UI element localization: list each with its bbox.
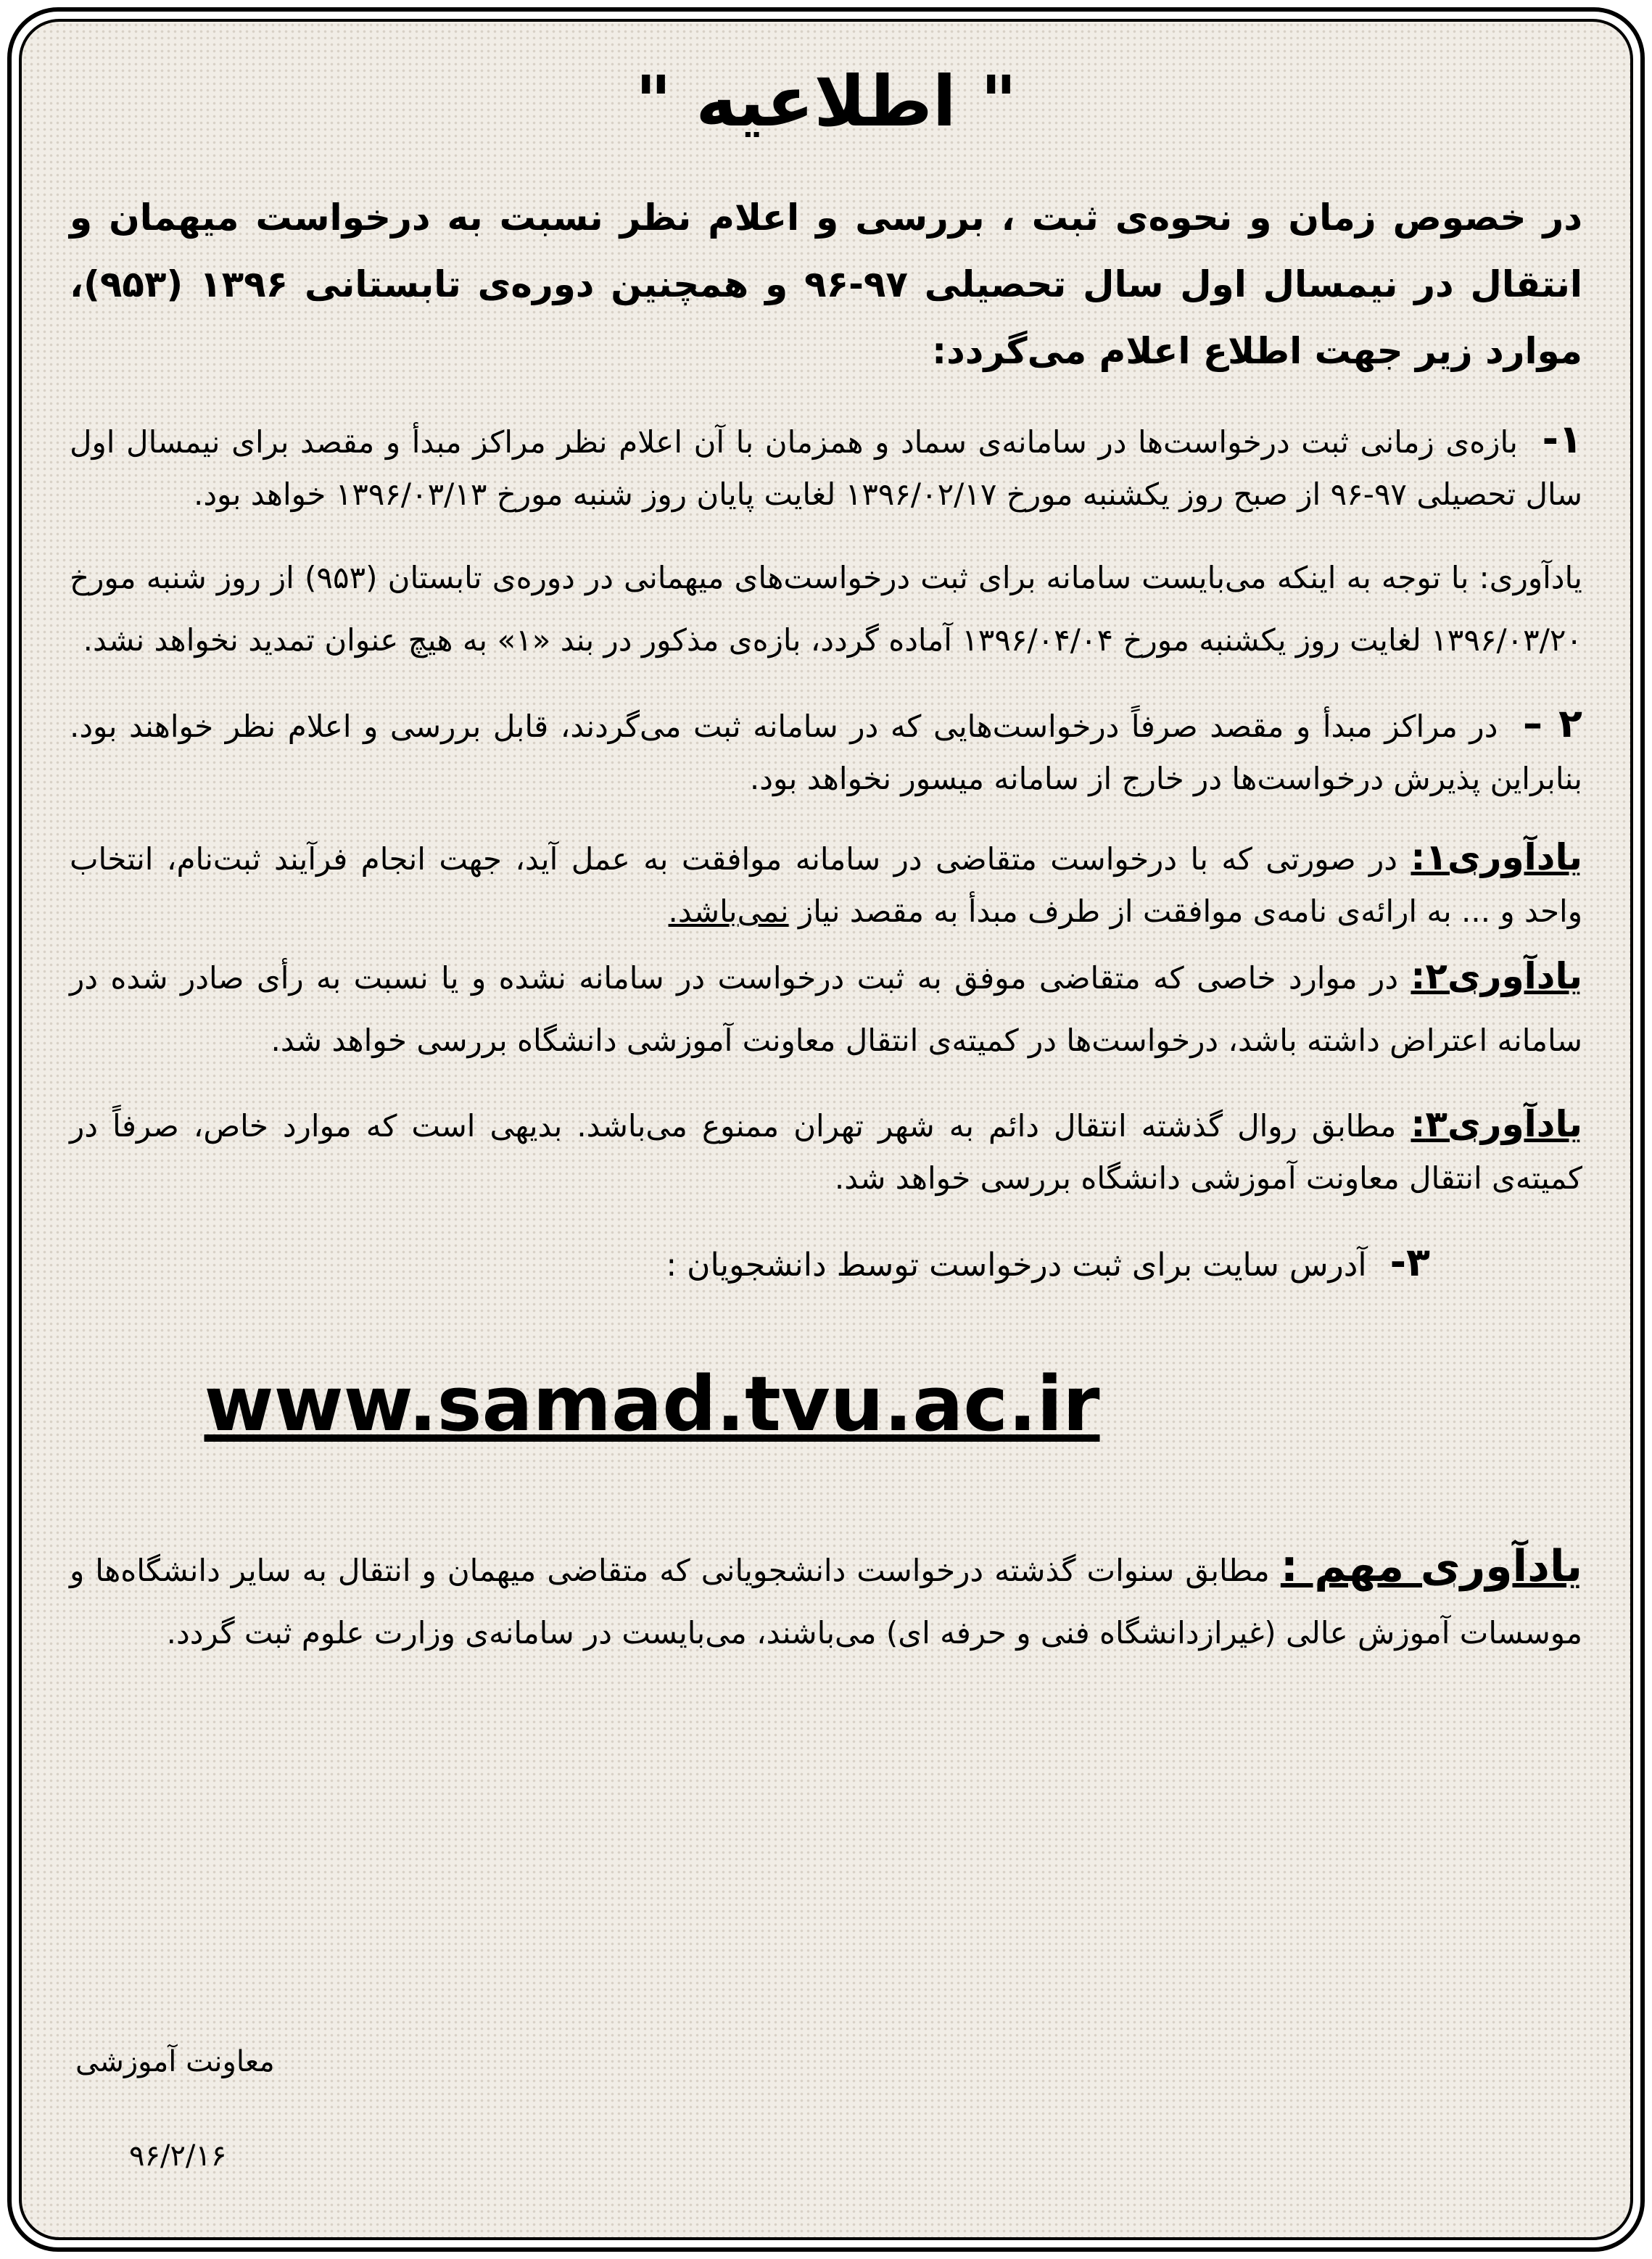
reminder-1 bbox=[70, 831, 1582, 938]
reminder-3-label: یادآوری۳: bbox=[1411, 1103, 1582, 1145]
reminder-1-emphasis: نمی‌باشد. bbox=[668, 893, 789, 929]
item-1-text: بازه‌ی زمانی ثبت درخواست‌ها در سامانه‌ی سماد و همزمان با آن اعلام نظر مراکز مبدأ و مقصد برای نیمسال اول سال تحصیلی ۹۷-۹۶ از صبح روز یکشنبه مورخ ۱۳۹۶/۰۲/۱۷ لغایت پایان روز شنبه مورخ ۱۳۹۶/۰۳/۱۳ خواهد بود. bbox=[70, 424, 1582, 512]
date: ۹۶/۲/۱۶ bbox=[129, 2139, 227, 2173]
important-label: یادآوری مهم : bbox=[1280, 1541, 1582, 1592]
reminder-2-label: یادآوری۲: bbox=[1411, 955, 1582, 997]
page-title: " اطلاعیه " bbox=[635, 61, 1017, 142]
reminder-3 bbox=[70, 1098, 1582, 1205]
item-2 bbox=[70, 698, 1582, 805]
intro-paragraph: در خصوص زمان و نحوه‌ی ثبت ، بررسی و اعلام نظر نسبت به درخواست میهمان و انتقال در نیمسال اول سال تحصیلی ۹۷-۹۶ و همچنین دوره‌ی تابستانی ۱۳۹۶ (۹۵۳)، موارد زیر جهت اطلاع اعلام می‌گردد: bbox=[70, 197, 1582, 372]
item-2-number: ۲ – bbox=[1523, 701, 1582, 746]
important-text: مطابق سنوات گذشته درخواست دانشجویانی که متقاضی میهمان و انتقال به سایر دانشگاه‌ها و موسسات آموزش عالی (غیرازدانشگاه فنی و حرفه ای) می‌باشند، می‌بایست در سامانه‌ی وزارت علوم ثبت گردد. bbox=[70, 1553, 1582, 1651]
reminder-3-text: مطابق روال گذشته انتقال دائم به شهر تهران ممنوع می‌باشد. بدیهی است که موارد خاص، صرفاً در کمیته‌ی انتقال معاونت آموزشی دانشگاه بررسی خواهد شد. bbox=[70, 1108, 1582, 1196]
important-reminder bbox=[70, 1535, 1582, 1664]
reminder-2-text: در موارد خاصی که متقاضی موفق به ثبت درخواست در سامانه نشده و یا نسبت به رأی صادر شده در سامانه اعتراض داشته باشد، درخواست‌ها در کمیته‌ی انتقال معاونت آموزشی دانشگاه بررسی خواهد شد. bbox=[70, 960, 1582, 1058]
reminder-1-text: در صورتی که با درخواست متقاضی در سامانه موافقت به عمل آید، جهت انجام فرآیند ثبت‌نام، انتخاب واحد و ... به ارائه‌ی نامه‌ی موافقت از طرف مبدأ به مقصد نیاز bbox=[70, 841, 1582, 929]
item-1-number: ۱- bbox=[1542, 416, 1582, 462]
item-3 bbox=[70, 1234, 1430, 1294]
item-3-text: آدرس سایت برای ثبت درخواست توسط دانشجویان : bbox=[666, 1247, 1367, 1284]
signature: معاونت آموزشی bbox=[75, 2045, 275, 2078]
item-1 bbox=[70, 413, 1582, 521]
item-3-number: ۳- bbox=[1389, 1239, 1430, 1285]
reminder-summer: یادآوری: با توجه به اینکه می‌بایست سامانه برای ثبت درخواست‌های میهمانی در دوره‌ی تابستان (۹۵۳) از روز شنبه مورخ ۱۳۹۶/۰۳/۲۰ لغایت روز یکشنبه مورخ ۱۳۹۶/۰۴/۰۴ آماده گردد، بازه‌ی مذکور در بند «۱» به هیچ عنوان تمدید نخواهد نشد. bbox=[70, 560, 1582, 658]
announcement-body bbox=[70, 51, 1582, 1690]
reminder-1-label: یادآوری۱: bbox=[1411, 836, 1582, 878]
website-url[interactable]: www.samad.tvu.ac.ir bbox=[204, 1360, 1100, 1448]
item-2-text: در مراکز مبدأ و مقصد صرفاً درخواست‌هایی که در سامانه ثبت می‌گردند، قابل بررسی و اعلام نظر خواهند بود. بنابراین پذیرش درخواست‌ها در خارج از سامانه میسور نخواهد بود. bbox=[70, 709, 1582, 796]
reminder-2 bbox=[70, 945, 1582, 1072]
